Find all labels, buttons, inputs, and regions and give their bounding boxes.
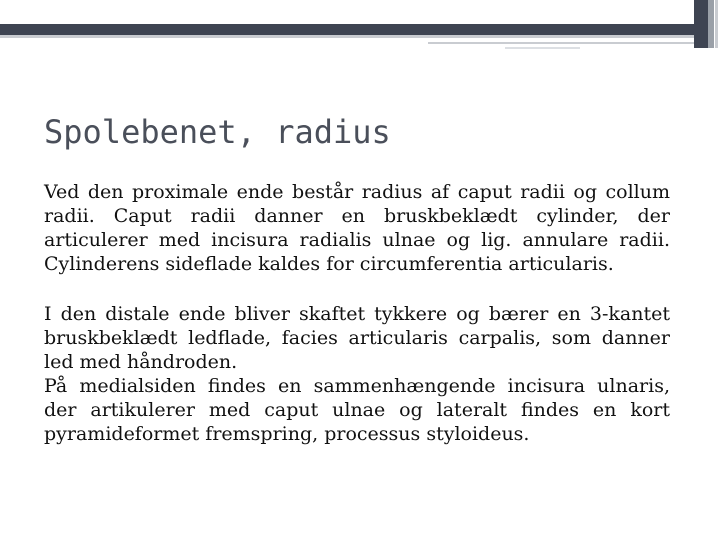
paragraph-proximal: Ved den proximale ende består radius af caput radii og collum radii. Caput radii danner en bruskbeklædt cylinder, der articulerer med incisura radialis ulnae og lig. annulare radii. Cylinderens sideflade kaldes for circumferentia articularis. <box>44 181 670 275</box>
corner-bar-dark <box>694 0 708 48</box>
header-bar-shadow <box>0 35 694 38</box>
header-bar <box>0 24 694 35</box>
slide-title: Spolebenet, radius <box>44 113 391 151</box>
paragraph-distal: I den distale ende bliver skaftet tykkere og bærer en 3-kantet bruskbeklædt ledflade, facies articularis carpalis, som danner led med håndroden. <box>44 303 670 373</box>
accent-line <box>428 42 694 44</box>
accent-line-short <box>505 47 580 49</box>
paragraph-medial: På medialsiden findes en sammenhængende incisura ulnaris, der artikulerer med caput ulnae og lateralt findes en kort pyramideformet fremspring, processus styloideus. <box>44 375 670 445</box>
corner-bar-thin <box>715 0 718 48</box>
slide-body <box>44 180 670 446</box>
corner-bar-light <box>708 0 714 48</box>
